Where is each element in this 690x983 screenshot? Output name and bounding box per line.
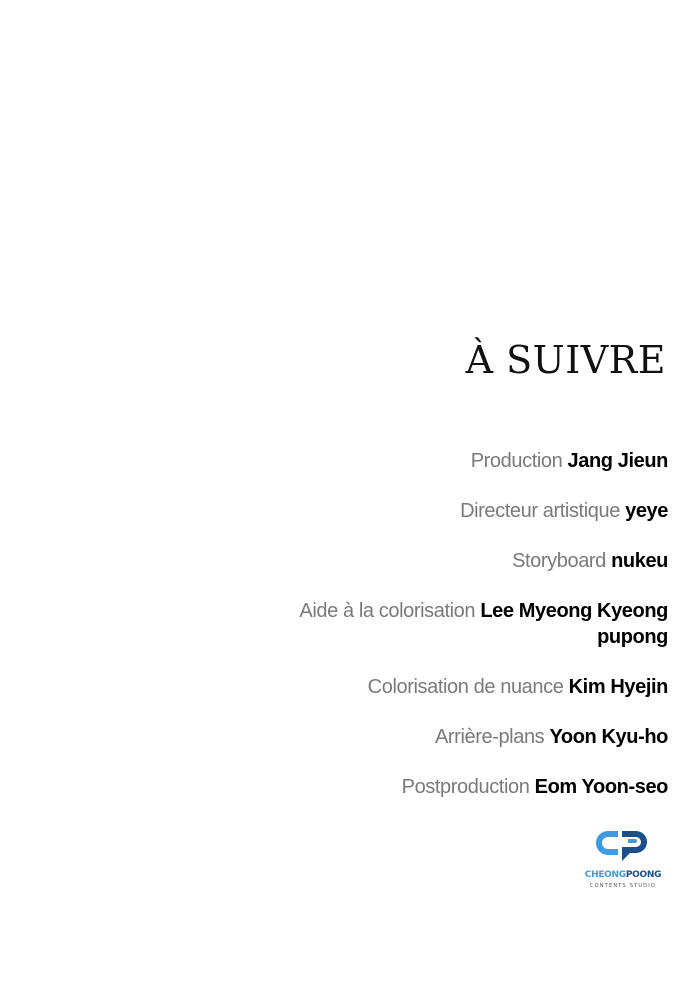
credit-item — [238, 448, 668, 474]
credit-role: Directeur artistique — [460, 500, 620, 522]
credit-name: Yoon Kyu-ho — [549, 726, 668, 748]
credit-name: Eom Yoon-seo — [534, 776, 668, 798]
studio-logo — [574, 826, 672, 890]
credit-role: Production — [470, 450, 563, 472]
cp-logo-icon — [574, 826, 672, 866]
credit-role: Storyboard — [512, 550, 606, 572]
credit-name: pupong — [597, 626, 668, 648]
logo-word-part2: POONG — [625, 870, 662, 880]
credit-item — [238, 774, 668, 800]
credit-role: Arrière-plans — [434, 726, 545, 748]
credit-item — [238, 674, 668, 700]
credit-name: Jang Jieun — [567, 450, 668, 472]
logo-wordmark — [574, 870, 672, 880]
credit-role: Postproduction — [401, 776, 530, 798]
logo-subtitle: CONTENTS STUDIO — [589, 883, 657, 889]
credit-item — [238, 724, 668, 750]
credits-list — [238, 448, 668, 824]
logo-word-part1: CHEONG — [584, 870, 626, 880]
credit-role: Aide à la colorisation — [299, 600, 476, 622]
credit-item — [238, 498, 668, 524]
credit-item — [238, 598, 668, 650]
credit-name: yeye — [625, 500, 668, 522]
credit-role: Colorisation de nuance — [367, 676, 564, 698]
credit-name: nukeu — [611, 550, 668, 572]
page-title: À SUIVRE — [465, 338, 666, 382]
credit-name: Kim Hyejin — [568, 676, 668, 698]
credit-item — [238, 548, 668, 574]
credit-name: Lee Myeong Kyeong — [480, 600, 668, 622]
